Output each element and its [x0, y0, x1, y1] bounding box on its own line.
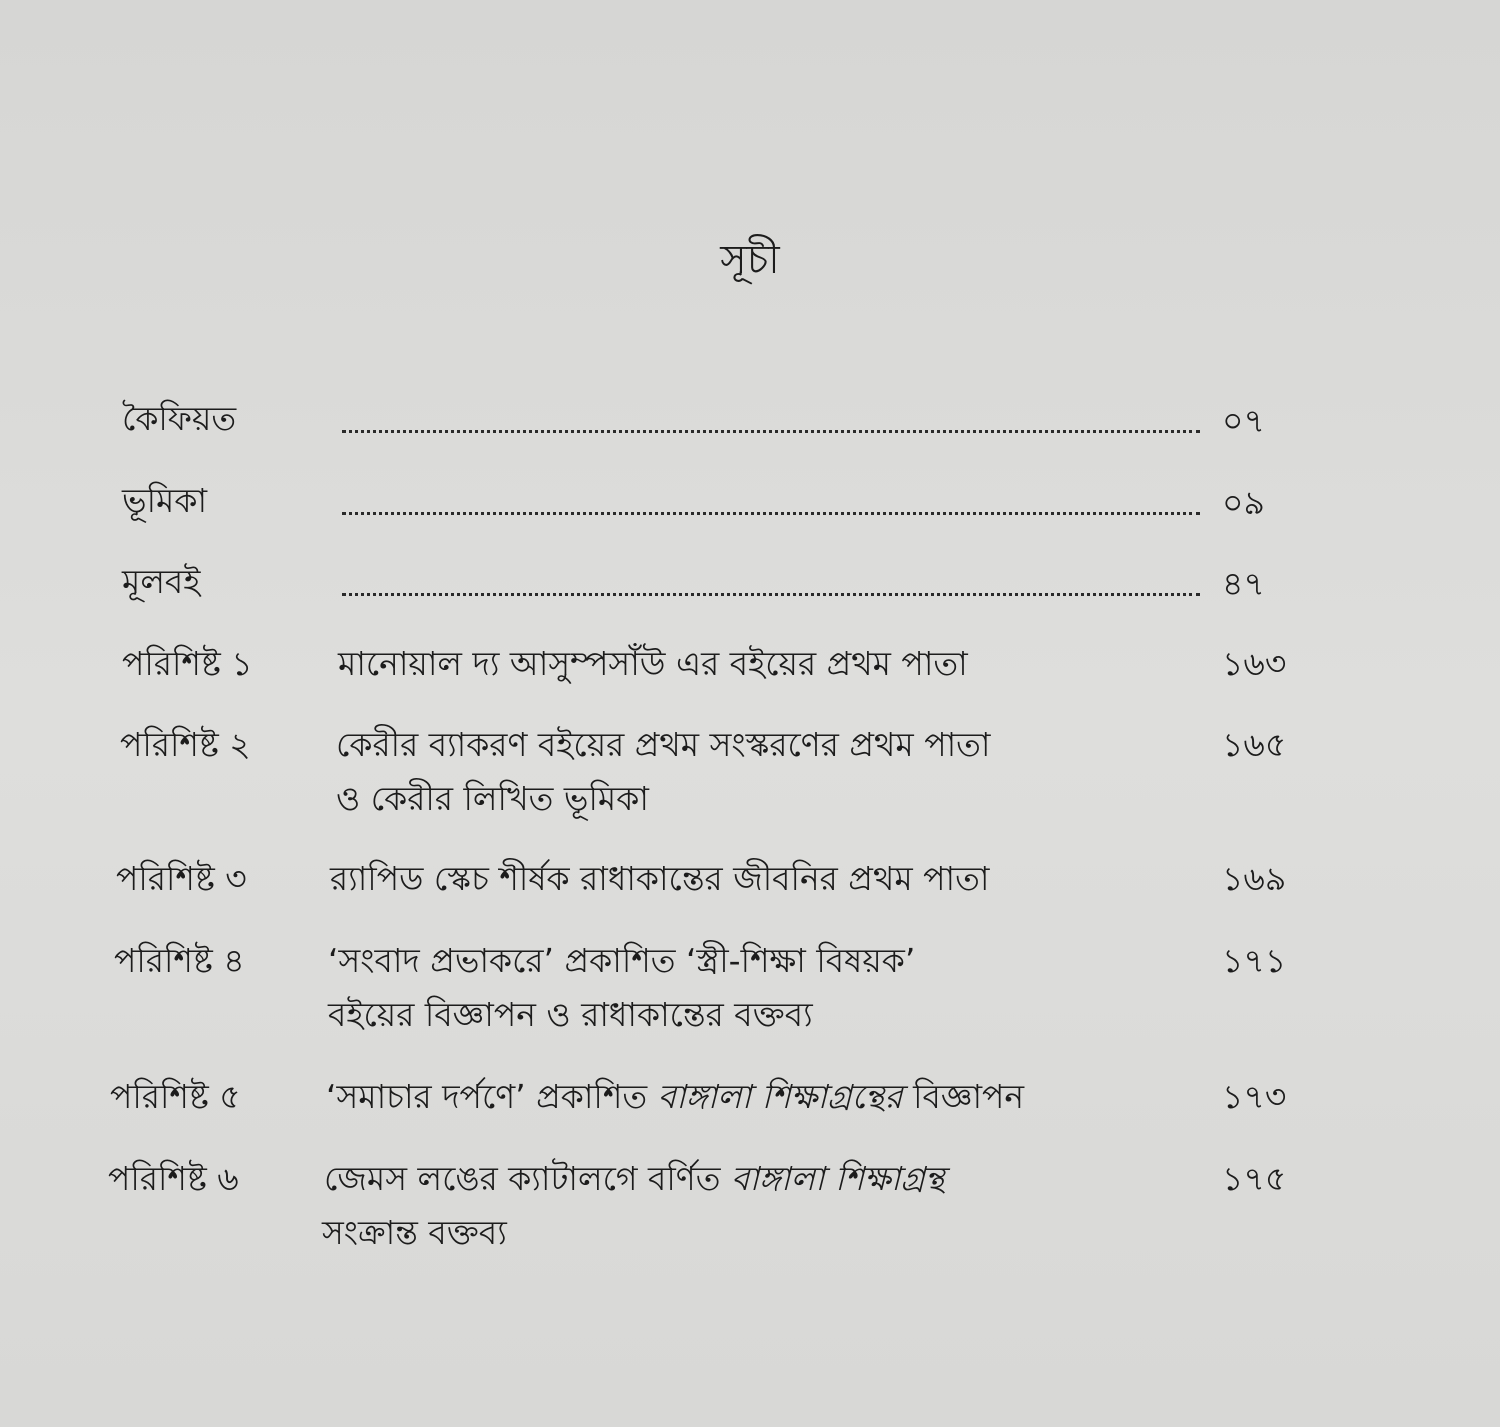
toc-entry [0, 637, 1500, 697]
toc-page-number: ৪৭ [1222, 564, 1265, 603]
toc-description: র‍্যাপিড স্কেচ শীর্ষক রাধাকান্তের জীবনির প্রথম পাতা [330, 859, 990, 898]
toc-entry [0, 1070, 1500, 1130]
toc-description: ‘সংবাদ প্রভাকরে’ প্রকাশিত ‘স্ত্রী-শিক্ষা বিষয়ক’ [328, 941, 916, 980]
toc-entry [0, 934, 1500, 1044]
toc-description-part: জেমস লঙের ক্যাটালগে বর্ণিত [324, 1159, 731, 1198]
toc-description: কেরীর ব্যাকরণ বইয়ের প্রথম সংস্করণের প্রথম পাতা [336, 725, 991, 764]
dot-leader [342, 430, 1200, 433]
toc-entry [0, 1152, 1500, 1262]
toc-description-part: বিজ্ঞাপন [902, 1077, 1025, 1116]
toc-entry [0, 392, 1500, 452]
toc-label: পরিশিষ্ট ৬ [108, 1159, 239, 1198]
toc-description-part: ‘সমাচার দর্পণে’ প্রকাশিত [326, 1077, 658, 1116]
toc-description-continued: ও কেরীর লিখিত ভূমিকা [336, 779, 649, 818]
toc-description [326, 1070, 1024, 1124]
toc-page-number: ০৭ [1222, 401, 1265, 440]
toc-label: পরিশিষ্ট ৩ [116, 859, 247, 898]
dot-leader [342, 593, 1200, 596]
toc-page-number: ১৬৯ [1222, 859, 1287, 898]
toc-label: পরিশিষ্ট ৫ [110, 1077, 241, 1116]
toc-page-number: ১৬৩ [1222, 644, 1287, 683]
toc-entry [0, 555, 1500, 615]
toc-entry [0, 852, 1500, 912]
toc-label: পরিশিষ্ট ৪ [114, 941, 245, 980]
toc-page-number: ১৬৫ [1222, 725, 1287, 764]
toc-label: মূলবই [122, 562, 201, 601]
toc-label: পরিশিষ্ট ১ [122, 644, 253, 683]
dot-leader [342, 512, 1200, 515]
page-title: সূচী [720, 237, 780, 283]
toc-book-title-italic: বাঙ্গালা শিক্ষাগ্রন্থের [657, 1077, 903, 1116]
toc-description-continued: সংক্রান্ত বক্তব্য [322, 1213, 507, 1252]
toc-label: ভূমিকা [122, 481, 208, 520]
toc-entry [0, 718, 1500, 828]
toc-description-continued: বইয়ের বিজ্ঞাপন ও রাধাকান্তের বক্তব্য [328, 995, 813, 1034]
toc-page-number: ১৭১ [1222, 941, 1287, 980]
toc-label: কৈফিয়ত [122, 399, 237, 438]
toc-book-title-italic: বাঙ্গালা শিক্ষাগ্রন্থ [730, 1159, 945, 1198]
toc-entry [0, 474, 1500, 534]
toc-page-number: ১৭৩ [1222, 1077, 1287, 1116]
toc-description [324, 1152, 945, 1206]
toc-page-number: ১৭৫ [1222, 1159, 1287, 1198]
toc-page-number: ০৯ [1222, 483, 1265, 522]
toc-description: মানোয়াল দ্য আসুম্পসাঁউ এর বইয়ের প্রথম পাতা [338, 644, 968, 683]
toc-label: পরিশিষ্ট ২ [120, 725, 251, 764]
